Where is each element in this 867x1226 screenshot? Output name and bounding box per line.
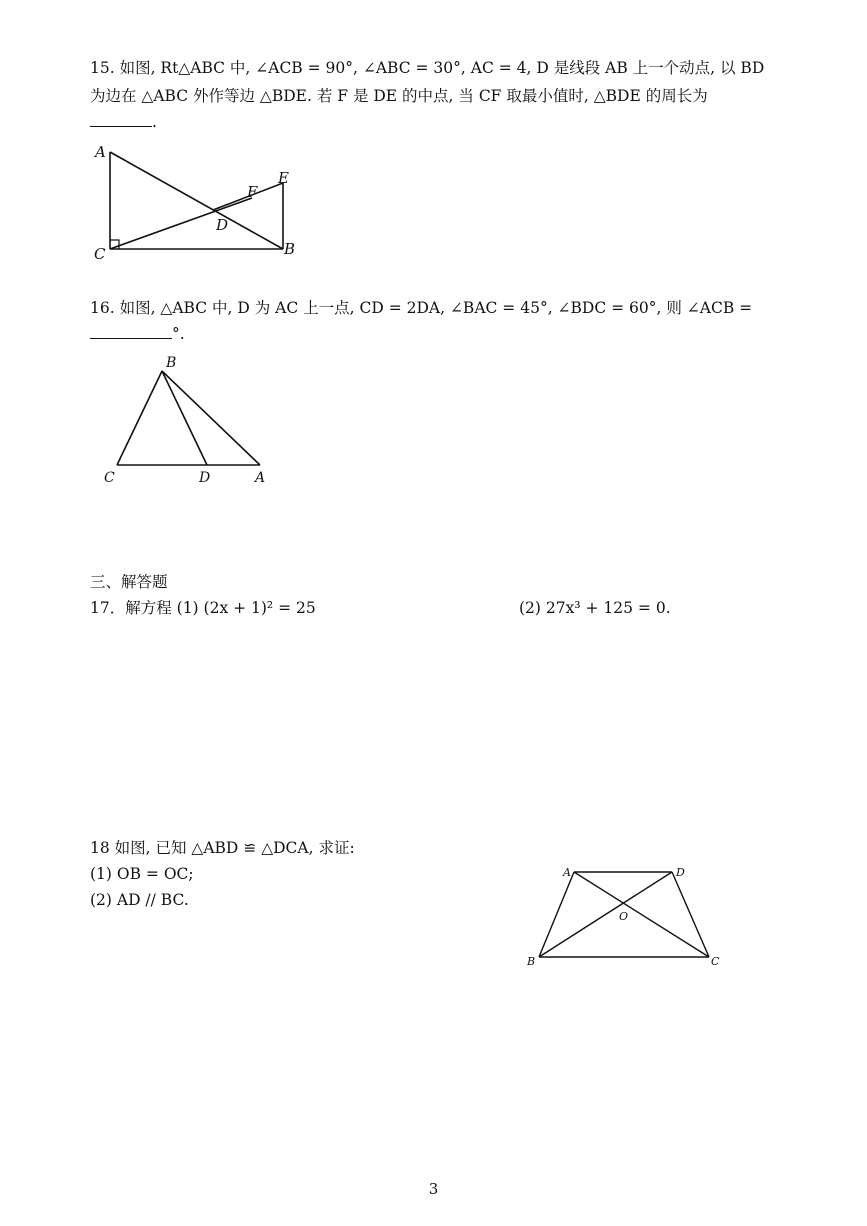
q18-label-d: D: [676, 866, 685, 879]
q16-line-1: 16. 如图, △ABC 中, D 为 AC 上一点, CD = 2DA, ∠BAC = 45°, ∠BDC = 60°, 则 ∠ACB =: [90, 299, 753, 317]
q17-part-2: (2) 27x³ + 125 = 0.: [519, 599, 671, 617]
q15-label-b: B: [284, 240, 296, 258]
q18-segment-dc: [672, 872, 709, 957]
q15-label-d: D: [216, 216, 229, 234]
q18-segment-db: [539, 872, 672, 957]
q15-line-1: 15. 如图, Rt△ABC 中, ∠ACB = 90°, ∠ABC = 30°, AC = 4, D 是线段 AB 上一个动点, 以 BD: [90, 59, 765, 77]
q16-label-b: B: [166, 355, 177, 371]
q18-segment-ac: [574, 872, 709, 957]
q18-label-a: A: [563, 866, 571, 879]
q18-label-o: O: [619, 910, 629, 923]
section-3-heading: 三、解答题: [90, 573, 168, 591]
q18-label-b: B: [527, 955, 536, 968]
q18-line-3: (2) AD // BC.: [90, 891, 189, 909]
q15-end: .: [152, 113, 157, 131]
q16-label-c: C: [104, 470, 115, 486]
q15-label-c: C: [94, 245, 106, 263]
q17-part-1: 17．解方程 (1) (2x + 1)² = 25: [90, 599, 316, 617]
q18-label-c: C: [711, 955, 720, 968]
q16-label-a: A: [255, 470, 266, 486]
q18-line-1: 18 如图, 已知 △ABD ≌ △DCA, 求证:: [90, 839, 355, 857]
q16-end: °.: [172, 325, 185, 343]
q15-label-a: A: [95, 143, 106, 161]
page-number: 3: [428, 1180, 439, 1198]
q15-line-2: 为边在 △ABC 外作等边 △BDE. 若 F 是 DE 的中点, 当 CF 取最小值时, △BDE 的周长为: [90, 87, 708, 105]
q15-label-e: E: [278, 169, 289, 187]
q16-label-d: D: [199, 470, 211, 486]
q15-label-f: F: [247, 183, 258, 201]
q18-segment-ab: [539, 872, 574, 957]
q18-line-2: (1) OB = OC;: [90, 865, 194, 883]
